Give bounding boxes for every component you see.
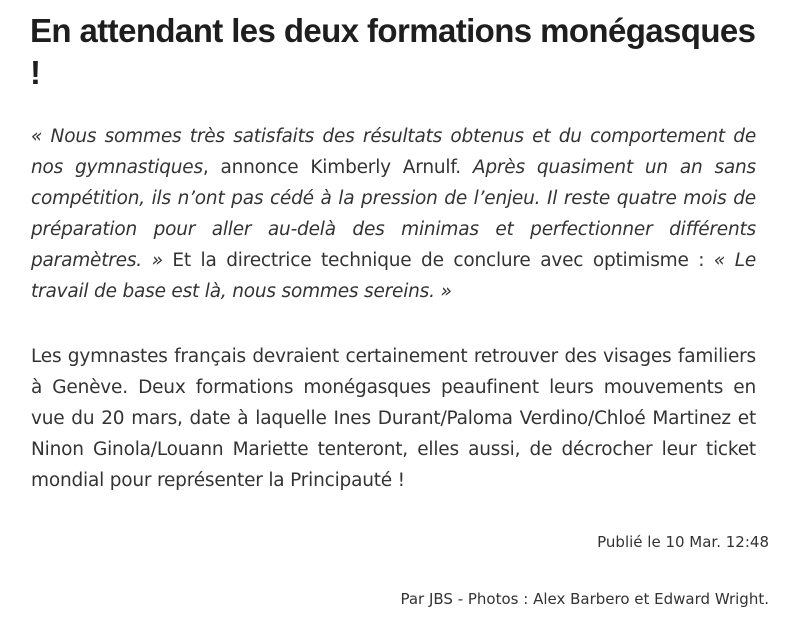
attribution-text: , annonce Kimberly Arnulf. <box>202 157 473 178</box>
article-title: En attendant les deux formations monégasques ! <box>30 12 756 91</box>
quote-part-2: Après quasiment un an sans compétition, ils n’ont pas cédé à la pression de l’enjeu. Il reste quatre mois de préparation pour aller au-delà des minimas et perfectionner différents paramètres. » <box>31 157 756 271</box>
quote-part-1: « Nous sommes très satisfaits des résultats obtenus et du comportement de nos gymnastiques <box>31 126 756 178</box>
transition-text: Et la directrice technique de conclure avec optimisme : <box>162 250 714 271</box>
photo-credits: Par JBS - Photos : Alex Barbero et Edward Wright. <box>400 590 769 608</box>
quote-paragraph <box>31 121 756 307</box>
quote-part-3: « Le travail de base est là, nous sommes sereins. » <box>31 250 757 302</box>
published-date: Publié le 10 Mar. 12:48 <box>597 533 769 551</box>
body-paragraph: Les gymnastes français devraient certainement retrouver des visages familiers à Genève. Deux formations monégasques peaufinent leurs mouvements en vue du 20 mars, date à laquelle Ines Durant/Paloma Verdino/Chloé Martinez et Ninon Ginola/Louann Mariette tenteront, elles aussi, de décrocher leur ticket mondial pour représenter la Principauté ! <box>31 346 756 491</box>
